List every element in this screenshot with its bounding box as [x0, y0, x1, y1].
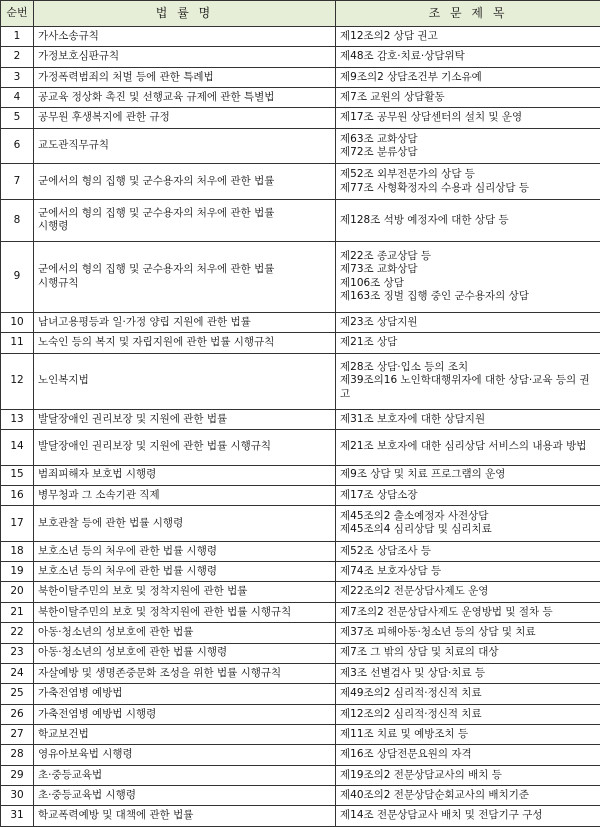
article-title-cell	[336, 409, 600, 429]
law-name-cell	[34, 199, 336, 241]
table-row	[1, 506, 600, 542]
article-title-line: 제45조의4 심리상담 및 심리치료	[340, 523, 492, 536]
law-name-line: 보호소년 등의 처우에 관한 법률 시행령	[38, 565, 217, 578]
article-title-line: 제7조 그 밖의 상담 및 치료의 대상	[340, 646, 499, 659]
row-number: 29	[1, 765, 34, 785]
law-name-cell	[34, 785, 336, 805]
article-title-cell	[336, 108, 600, 128]
law-name-line: 초·중등교육법 시행령	[38, 788, 136, 801]
row-number: 8	[1, 199, 34, 241]
article-title-line: 제128조 석방 예정자에 대한 상담 등	[340, 213, 509, 226]
row-number: 31	[1, 806, 34, 827]
article-title-line: 제28조 상담·입소 등의 조치	[340, 360, 469, 373]
row-number: 10	[1, 312, 34, 332]
header-law-name: 법 률 명	[34, 1, 336, 27]
table-row	[1, 128, 600, 164]
article-title-line: 제12조의2 상담 권고	[340, 29, 438, 42]
law-name-line: 시행규칙	[38, 276, 79, 289]
article-title-line: 제16조 상담전문요원의 자격	[340, 748, 472, 761]
article-title-line: 제106조 상담	[340, 276, 404, 289]
article-title-line: 제39조의16 노인학대행위자에 대한 상담·교육 등의 권고	[340, 374, 590, 400]
article-title-cell	[336, 241, 600, 312]
article-title-line: 제21조 보호자에 대한 심리상담 서비스의 내용과 방법	[340, 440, 587, 453]
article-title-cell	[336, 765, 600, 785]
article-title-line: 제9조의2 상담조건부 기소유예	[340, 70, 482, 83]
law-name-line: 북한이탈주민의 보호 및 정착지원에 관한 법률 시행규칙	[38, 605, 292, 618]
table-row	[1, 27, 600, 47]
law-name-cell	[34, 27, 336, 47]
row-number: 11	[1, 333, 34, 353]
table-row	[1, 562, 600, 582]
law-name-line: 가사소송규칙	[38, 29, 99, 42]
row-number: 20	[1, 582, 34, 602]
row-number: 22	[1, 623, 34, 643]
article-title-line: 제22조의2 전문상담사제도 운영	[340, 585, 489, 598]
article-title-line: 제40조의2 전문상담순회교사의 배치기준	[340, 788, 530, 801]
law-name-cell	[34, 47, 336, 67]
law-name-line: 범죄피해자 보호법 시행령	[38, 468, 157, 481]
law-name-line: 시행령	[38, 220, 69, 233]
table-row	[1, 353, 600, 409]
law-name-line: 노숙인 등의 복지 및 자립지원에 관한 법률 시행규칙	[38, 336, 275, 349]
law-name-line: 공교육 정상화 촉진 및 선행교육 규제에 관한 특별법	[38, 90, 275, 103]
law-name-cell	[34, 312, 336, 332]
table-row	[1, 47, 600, 67]
table-row	[1, 684, 600, 704]
article-title-cell	[336, 663, 600, 683]
article-title-cell	[336, 353, 600, 409]
law-name-cell	[34, 704, 336, 724]
law-name-cell	[34, 663, 336, 683]
header-article-title: 조 문 제 목	[336, 1, 600, 27]
law-name-line: 군에서의 형의 집행 및 군수용자의 처우에 관한 법률	[38, 263, 275, 276]
article-title-cell	[336, 506, 600, 542]
article-title-line: 제63조 교화상담	[340, 132, 418, 145]
law-name-line: 노인복지법	[38, 374, 89, 387]
article-title-line: 제45조의2 출소예정자 사전상담	[340, 510, 489, 523]
table-row	[1, 67, 600, 87]
article-title-cell	[336, 562, 600, 582]
article-title-cell	[336, 623, 600, 643]
table-row	[1, 745, 600, 765]
law-name-cell	[34, 241, 336, 312]
article-title-line: 제49조의2 심리적·정신적 치료	[340, 687, 482, 700]
article-title-line: 제74조 보호자상담 등	[340, 565, 442, 578]
article-title-cell	[336, 199, 600, 241]
law-name-line: 교도관직무규칙	[38, 139, 110, 152]
article-title-line: 제52조 외부전문가의 상담 등	[340, 168, 475, 181]
table-row	[1, 643, 600, 663]
article-title-cell	[336, 27, 600, 47]
row-number: 15	[1, 465, 34, 485]
article-title-cell	[336, 429, 600, 465]
row-number: 1	[1, 27, 34, 47]
law-name-line: 군에서의 형의 집행 및 군수용자의 처우에 관한 법률	[38, 206, 275, 219]
law-name-cell	[34, 765, 336, 785]
article-title-line: 제7조 교원의 상담활동	[340, 90, 445, 103]
article-title-line: 제163조 징벌 집행 중인 군수용자의 상담	[340, 290, 529, 303]
law-name-cell	[34, 623, 336, 643]
law-name-cell	[34, 88, 336, 108]
table-row	[1, 663, 600, 683]
article-title-line: 제17조 상담소장	[340, 488, 418, 501]
law-name-cell	[34, 562, 336, 582]
article-title-cell	[336, 704, 600, 724]
article-title-line: 제48조 감호·치료·상담위탁	[340, 50, 465, 63]
law-name-cell	[34, 429, 336, 465]
article-title-cell	[336, 785, 600, 805]
article-title-cell	[336, 541, 600, 561]
article-title-cell	[336, 67, 600, 87]
law-name-cell	[34, 582, 336, 602]
table-row	[1, 429, 600, 465]
row-number: 18	[1, 541, 34, 561]
row-number: 26	[1, 704, 34, 724]
table-body	[1, 27, 600, 827]
table-row	[1, 108, 600, 128]
law-name-line: 보호관찰 등에 관한 법률 시행령	[38, 516, 184, 529]
law-name-line: 가축전염병 예방법 시행령	[38, 707, 157, 720]
row-number: 24	[1, 663, 34, 683]
law-name-line: 가정보호심판규칙	[38, 50, 120, 63]
row-number: 12	[1, 353, 34, 409]
article-title-line: 제3조 선별검사 및 상담·치료 등	[340, 666, 486, 679]
law-name-cell	[34, 128, 336, 164]
law-name-line: 가축전염병 예방법	[38, 687, 123, 700]
law-name-cell	[34, 684, 336, 704]
table-row	[1, 765, 600, 785]
article-title-line: 제21조 상담	[340, 336, 398, 349]
article-title-cell	[336, 164, 600, 200]
row-number: 30	[1, 785, 34, 805]
table-row	[1, 88, 600, 108]
row-number: 21	[1, 602, 34, 622]
table-row	[1, 199, 600, 241]
law-name-cell	[34, 602, 336, 622]
law-name-line: 발달장애인 권리보장 및 지원에 관한 법률 시행규칙	[38, 440, 272, 453]
article-title-cell	[336, 684, 600, 704]
article-title-cell	[336, 128, 600, 164]
article-title-cell	[336, 582, 600, 602]
row-number: 13	[1, 409, 34, 429]
law-name-line: 아동·청소년의 성보호에 관한 법률	[38, 626, 194, 639]
law-name-line: 영유아보육법 시행령	[38, 748, 133, 761]
law-name-cell	[34, 108, 336, 128]
law-name-line: 가정폭력범죄의 처벌 등에 관한 특례법	[38, 70, 214, 83]
article-title-line: 제52조 상담조사 등	[340, 544, 432, 557]
law-name-cell	[34, 745, 336, 765]
law-name-cell	[34, 541, 336, 561]
table-row	[1, 623, 600, 643]
law-name-line: 학교보건법	[38, 727, 89, 740]
law-name-line: 초·중등교육법	[38, 768, 103, 781]
article-title-cell	[336, 643, 600, 663]
row-number: 16	[1, 485, 34, 505]
table-row	[1, 582, 600, 602]
law-name-cell	[34, 67, 336, 87]
row-number: 27	[1, 724, 34, 744]
row-number: 2	[1, 47, 34, 67]
article-title-cell	[336, 485, 600, 505]
article-title-cell	[336, 602, 600, 622]
article-title-cell	[336, 312, 600, 332]
article-title-cell	[336, 806, 600, 827]
table-row	[1, 806, 600, 827]
law-name-cell	[34, 353, 336, 409]
law-name-cell	[34, 465, 336, 485]
law-name-cell	[34, 333, 336, 353]
law-name-line: 공무원 후생복지에 관한 규정	[38, 111, 170, 124]
article-title-line: 제37조 피해아동·청소년 등의 상담 및 치료	[340, 626, 536, 639]
law-name-line: 보호소년 등의 처우에 관한 법률 시행령	[38, 544, 217, 557]
article-title-cell	[336, 47, 600, 67]
row-number: 7	[1, 164, 34, 200]
table-row	[1, 333, 600, 353]
article-title-cell	[336, 465, 600, 485]
article-title-cell	[336, 88, 600, 108]
article-title-line: 제17조 공무원 상담센터의 설치 및 운영	[340, 111, 523, 124]
law-name-cell	[34, 409, 336, 429]
table-row	[1, 465, 600, 485]
table-row	[1, 704, 600, 724]
header-row	[1, 1, 600, 27]
row-number: 5	[1, 108, 34, 128]
article-title-line: 제77조 사형확정자의 수용과 심리상담 등	[340, 181, 529, 194]
row-number: 4	[1, 88, 34, 108]
table-row	[1, 409, 600, 429]
row-number: 25	[1, 684, 34, 704]
table-row	[1, 485, 600, 505]
article-title-line: 제9조 상담 및 치료 프로그램의 운영	[340, 468, 506, 481]
article-title-line: 제72조 분류상담	[340, 146, 418, 159]
law-name-cell	[34, 506, 336, 542]
article-title-line: 제22조 종교상담 등	[340, 249, 432, 262]
article-title-cell	[336, 724, 600, 744]
article-title-line: 제7조의2 전문상담사제도 운영방법 및 절차 등	[340, 605, 553, 618]
law-name-cell	[34, 485, 336, 505]
table-row	[1, 602, 600, 622]
law-name-line: 군에서의 형의 집행 및 군수용자의 처우에 관한 법률	[38, 174, 275, 187]
row-number: 6	[1, 128, 34, 164]
article-title-line: 제19조의2 전문상담교사의 배치 등	[340, 768, 502, 781]
law-name-line: 북한이탈주민의 보호 및 정착지원에 관한 법률	[38, 585, 248, 598]
law-name-line: 남녀고용평등과 일·가정 양립 지원에 관한 법률	[38, 315, 251, 328]
row-number: 19	[1, 562, 34, 582]
row-number: 14	[1, 429, 34, 465]
article-title-line: 제23조 상담지원	[340, 315, 418, 328]
article-title-line: 제31조 보호자에 대한 상담지원	[340, 412, 486, 425]
law-name-cell	[34, 164, 336, 200]
row-number: 23	[1, 643, 34, 663]
law-name-line: 아동·청소년의 성보호에 관한 법률 시행령	[38, 646, 228, 659]
law-name-cell	[34, 724, 336, 744]
law-name-line: 학교폭력예방 및 대책에 관한 법률	[38, 809, 194, 822]
table-row	[1, 164, 600, 200]
article-title-line: 제11조 치료 및 예방조치 등	[340, 727, 469, 740]
law-name-line: 자살예방 및 생명존중문화 조성을 위한 법률 시행규칙	[38, 666, 282, 679]
law-name-cell	[34, 806, 336, 827]
article-title-line: 제73조 교화상담	[340, 263, 418, 276]
law-name-cell	[34, 643, 336, 663]
article-title-cell	[336, 333, 600, 353]
header-number: 순번	[1, 1, 34, 27]
article-title-cell	[336, 745, 600, 765]
table-row	[1, 724, 600, 744]
row-number: 9	[1, 241, 34, 312]
row-number: 17	[1, 506, 34, 542]
law-name-line: 병무청과 그 소속기관 직제	[38, 488, 160, 501]
table-row	[1, 241, 600, 312]
article-title-line: 제14조 전문상담교사 배치 및 전담기구 구성	[340, 809, 543, 822]
table-row	[1, 312, 600, 332]
article-title-line: 제12조의2 심리적·정신적 치료	[340, 707, 482, 720]
law-name-line: 발달장애인 권리보장 및 지원에 관한 법률	[38, 412, 228, 425]
table-row	[1, 785, 600, 805]
row-number: 3	[1, 67, 34, 87]
table-row	[1, 541, 600, 561]
row-number: 28	[1, 745, 34, 765]
